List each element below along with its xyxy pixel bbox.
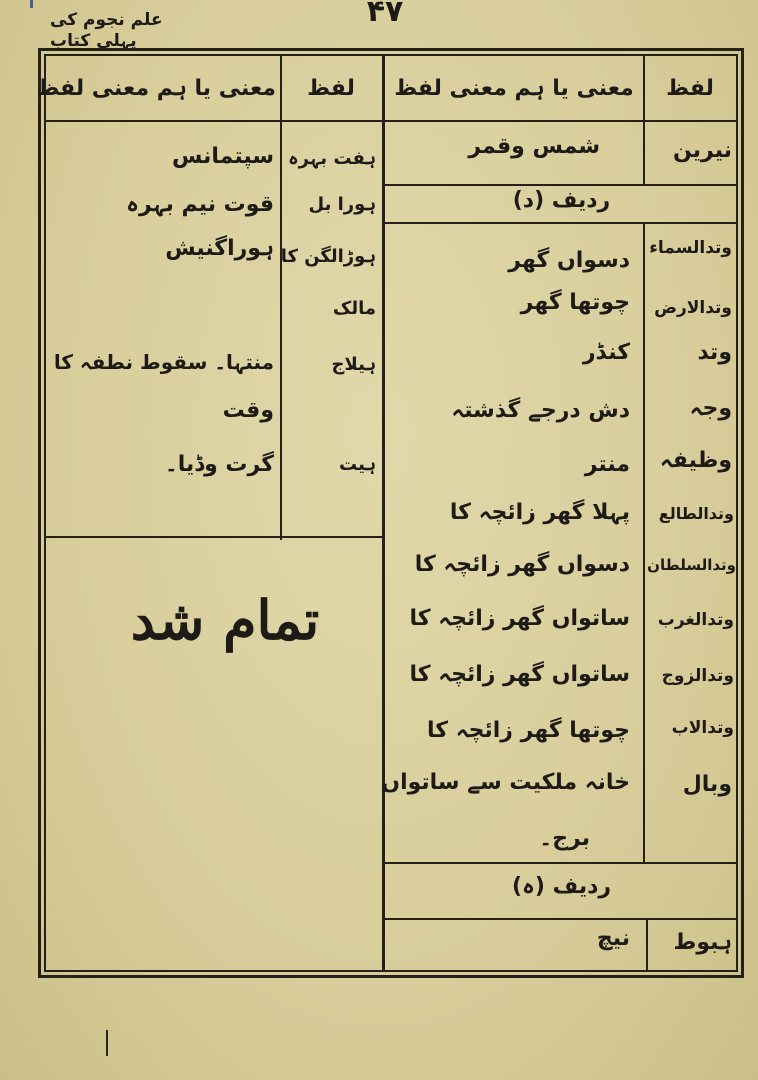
daal-word: وظیفہ	[659, 448, 732, 473]
daal-word: وتدالاب	[671, 718, 734, 738]
row-line-4	[385, 918, 738, 920]
daal-meaning: ساتواں گھر زائچہ کا	[409, 606, 630, 631]
header-right-meaning: معنی یا ہم معنی لفظ	[394, 76, 634, 101]
daal-word: وبال	[682, 772, 732, 797]
daal-meaning: پہلا گھر زائچہ کا	[449, 500, 630, 525]
left-bottom-line	[44, 536, 382, 538]
header-left-word: لفظ	[307, 76, 355, 101]
daal-meaning: کنڈر	[582, 340, 630, 365]
left-meaning: قوت نیم بہرہ	[126, 192, 274, 217]
left-word: ہفت بہرہ	[288, 148, 376, 169]
daal-meaning: دسواں گھر	[508, 248, 630, 273]
margin-mark	[30, 0, 33, 8]
closing-text: تمام شد	[130, 588, 320, 652]
daal-word: وجہ	[689, 396, 732, 421]
wabal-continuation: برج۔	[539, 826, 590, 851]
daal-meaning: خانہ ملکیت سے ساتواں	[381, 770, 630, 795]
word-nayyirain: نیرین	[673, 138, 732, 163]
left-word: مالک	[332, 298, 376, 319]
daal-word: وتدالسلطان	[647, 556, 736, 574]
daal-meaning: چوتھا گھر	[520, 290, 630, 315]
daal-meaning: ساتواں گھر زائچہ کا	[409, 662, 630, 687]
left-meaning: سپتمانس	[172, 144, 274, 169]
left-meaning: گرت وڈیا۔	[164, 452, 274, 477]
daal-word: وتدالارض	[654, 298, 732, 318]
right-column-divider-he	[646, 918, 648, 972]
right-column-divider-daal	[643, 222, 645, 862]
row-line-1	[385, 184, 738, 186]
he-meaning: نیچ	[596, 926, 630, 951]
he-word: ہبوط	[673, 930, 732, 955]
daal-word: وتدالغرب	[657, 610, 734, 630]
header-left-meaning: معنی یا ہم معنی لفظ	[36, 76, 276, 101]
left-word: ہوڑالگن کا	[280, 246, 376, 267]
daal-meaning: منتر	[584, 452, 630, 477]
right-column-divider-top	[643, 54, 645, 184]
daal-word: وتدالطالع	[658, 504, 734, 523]
tick-mark	[106, 1030, 108, 1056]
header-right-word: لفظ	[666, 76, 714, 101]
book-title: علم نجوم کی پہلی کتاب	[50, 10, 163, 51]
row-line-3	[385, 862, 738, 864]
meaning-nayyirain: شمس وقمر	[468, 134, 600, 159]
page-number: ۴۷	[366, 0, 404, 29]
left-word: ہیت	[339, 454, 376, 475]
section-daal: ردیف (د)	[512, 188, 611, 213]
row-line-2	[385, 222, 738, 224]
daal-meaning: دسواں گھر زائچہ کا	[414, 552, 630, 577]
left-meaning: منتہا۔ سقوط نطفہ کا	[53, 350, 274, 374]
left-word: ہیلاج	[331, 354, 376, 375]
daal-meaning: چوتھا گھر زائچہ کا	[427, 718, 630, 743]
left-meaning: وقت	[222, 398, 274, 423]
daal-word: وتدالزوج	[661, 666, 734, 686]
left-meaning: ہوراگنیش	[165, 236, 274, 261]
daal-meaning: دش درجے گذشتہ	[451, 398, 630, 423]
section-he: ردیف (ہ)	[511, 874, 612, 899]
header-divider	[44, 120, 738, 122]
daal-word: وتد	[697, 340, 732, 365]
left-word: ہورا بل	[308, 194, 376, 215]
daal-word: وتدالسماء	[649, 238, 732, 258]
left-column-divider	[280, 54, 282, 540]
